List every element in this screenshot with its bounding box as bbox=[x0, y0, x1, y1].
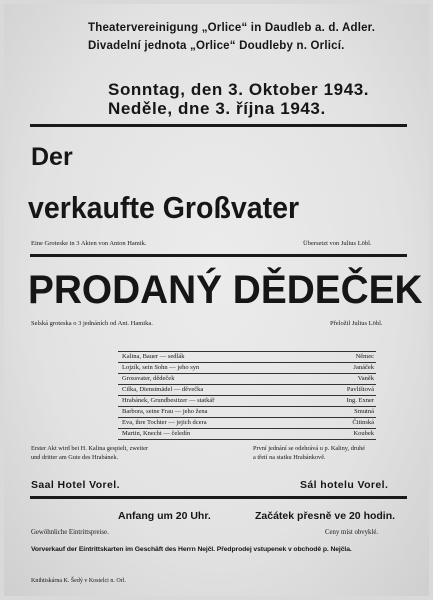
start-time-german: Anfang um 20 Uhr. bbox=[118, 510, 211, 522]
note-german bbox=[31, 445, 148, 462]
note-czech-line-2: a třetí na statku Hrabánkově. bbox=[253, 453, 326, 461]
presale-notice: Vorverkauf der Eintrittskarten im Geschäft des Herrn Nejčl. Předprodej vstupenek v obchodě p. Nejčla. bbox=[31, 546, 352, 553]
date-czech: Neděle, dne 3. října 1943. bbox=[108, 99, 326, 118]
printer-imprint: Knihtiskárna K. Šedý v Kostelci n. Orl. bbox=[31, 578, 126, 584]
cast-role: Kalina, Bauer — sedlák bbox=[122, 353, 185, 360]
date-german: Sonntag, den 3. Oktober 1943. bbox=[108, 80, 370, 99]
header-line-czech: Divadelní jednota „Orlice“ Doudleby n. Orlicí. bbox=[88, 40, 345, 52]
cast-actor: Smutná bbox=[354, 408, 374, 415]
venue-czech: Sál hotelu Vorel. bbox=[300, 479, 389, 491]
cast-actor: Čitinská bbox=[352, 419, 374, 426]
title-czech: PRODANÝ DĚDEČEK bbox=[28, 268, 423, 312]
prices-czech: Ceny míst obvyklé. bbox=[325, 529, 379, 536]
cast-row-divider bbox=[118, 351, 376, 352]
cast-actor: Němec bbox=[355, 353, 374, 360]
cast-role: Barbora, seine Frau — jeho žena bbox=[122, 408, 208, 415]
note-german-line-1: Erster Akt wird bei H. Kalina gespielt, zweiter bbox=[31, 445, 148, 452]
header-line-german: Theatervereinigung „Orlice“ in Daudleb a. d. Adler. bbox=[88, 22, 376, 34]
cast-actor: Ing. Exner bbox=[346, 397, 374, 404]
cast-actor: Janáček bbox=[353, 364, 374, 371]
note-german-line-2: und dritter am Gute des Hrabánek. bbox=[31, 453, 119, 461]
prices-german: Gewöhnliche Eintrittspreise. bbox=[31, 529, 109, 536]
cast-role: Cilka, Dienstmädel — děvečka bbox=[122, 386, 204, 393]
cast-row-divider bbox=[118, 384, 376, 385]
start-time-czech: Začátek přesně ve 20 hodin. bbox=[255, 510, 396, 522]
cast-actor: Pavlištová bbox=[346, 386, 374, 393]
venue-german: Saal Hotel Vorel. bbox=[31, 479, 120, 491]
cast-row-divider bbox=[118, 439, 376, 440]
cast-actor: Koubek bbox=[353, 430, 374, 437]
title-german: verkaufte Großvater bbox=[28, 190, 300, 225]
cast-role: Hrabánek, Grundbesitzer — statkář bbox=[122, 397, 215, 404]
subtitle-german: Eine Groteske in 3 Akten von Anton Hamik. bbox=[31, 240, 147, 247]
cast-row-divider bbox=[118, 395, 376, 396]
divider-rule bbox=[30, 496, 407, 499]
cast-row-divider bbox=[118, 373, 376, 374]
divider-rule bbox=[30, 254, 407, 257]
cast-role: Grossvater, dědeček bbox=[122, 375, 175, 382]
cast-role: Lojzík, sein Sohn — jeho syn bbox=[122, 364, 200, 371]
title-article: Der bbox=[31, 143, 73, 171]
subtitle-czech: Selská groteska o 3 jednáních od Ant. Hamika. bbox=[31, 320, 153, 327]
translator-czech: Přeložil Julius Löbl. bbox=[330, 320, 383, 327]
cast-actor: Vaněk bbox=[357, 375, 374, 382]
note-czech-line-1: První jednání se odehrává u p. Kaliny, druhé bbox=[253, 445, 366, 452]
note-czech bbox=[253, 445, 365, 462]
cast-role: Martin, Knecht — čeledín bbox=[122, 430, 191, 437]
cast-row-divider bbox=[118, 417, 376, 418]
cast-row-divider bbox=[118, 362, 376, 363]
cast-role: Eva, ihre Tochter — jejich dcera bbox=[122, 419, 207, 426]
cast-row-divider bbox=[118, 428, 376, 429]
divider-rule bbox=[30, 124, 407, 127]
translator-german: Übersetzt von Julius Löbl. bbox=[303, 240, 372, 247]
cast-row-divider bbox=[118, 406, 376, 407]
